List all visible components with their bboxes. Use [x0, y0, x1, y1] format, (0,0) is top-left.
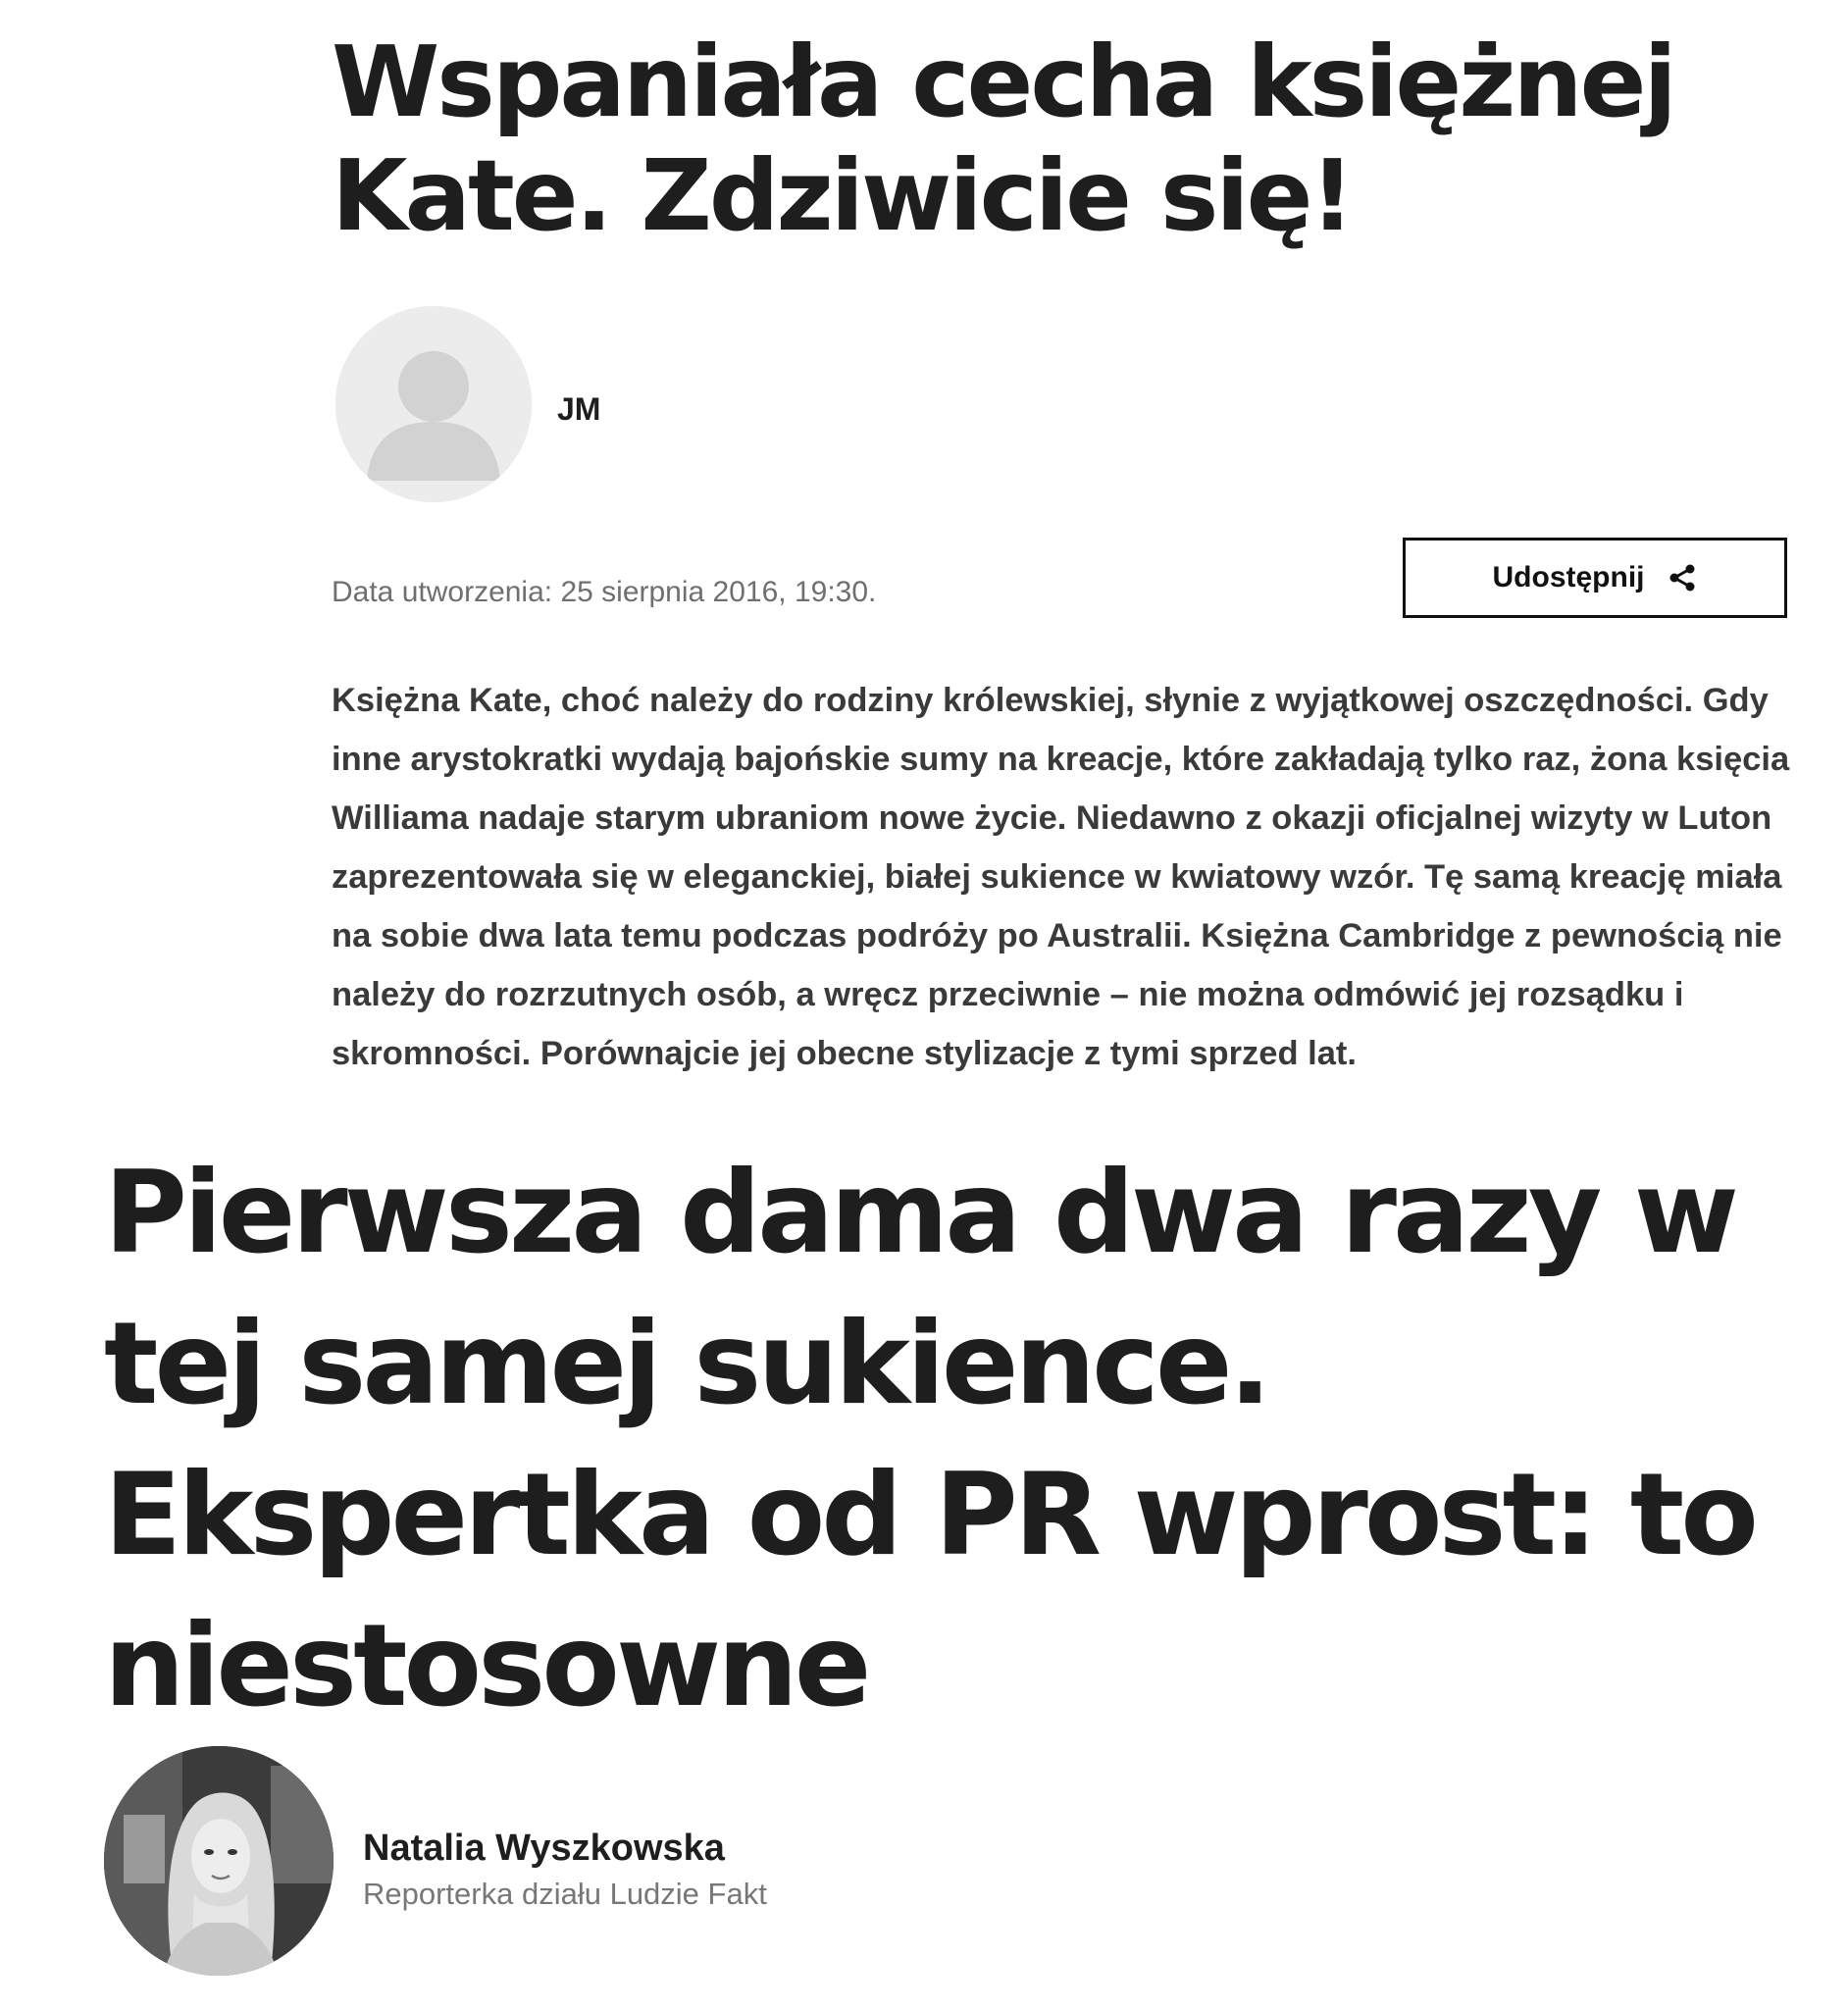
article-1-lead-paragraph: Księżna Kate, choć należy do rodziny królewskiej, słynie z wyjątkowej oszczędności. Gdy inne arystokratki wydają bajońskie sumy na kreacje, które zakładają tylko raz, żona księcia Williama nadaje starym ubraniom nowe życie. Niedawno z okazji oficjalnej wizyty w Luton zaprezentowała się w eleganckiej, białej sukience w kwiatowy wzór. Tę samą kreację miała na sobie dwa lata temu podczas podróży po Australii. Księżna Cambridge z pewnością nie należy do rozrzutnych osób, a wręcz przeciwnie – nie można odmówić jej rozsądku i skromności. Porównajcie jej obecne stylizacje z tymi sprzed lat. — [332, 682, 1790, 1072]
author-photo[interactable] — [104, 1746, 334, 1976]
publish-date: Data utworzenia: 25 sierpnia 2016, 19:30. — [332, 576, 877, 608]
article-1-title[interactable]: Wspaniała cecha księżnej Kate. Zdziwicie się! — [332, 25, 1674, 253]
author-role: Reporterka działu Ludzie Fakt — [363, 1877, 767, 1911]
author-name[interactable]: JM — [557, 391, 601, 427]
share-button-label: Udostępnij — [1492, 561, 1645, 593]
article-2-title[interactable]: Pierwsza dama dwa razy w tej samej sukience. Ekspertka od PR wprost: to niestosowne — [104, 1147, 1755, 1732]
author-photo-image — [104, 1746, 334, 1976]
author-avatar — [335, 306, 532, 502]
person-placeholder-icon — [335, 306, 532, 502]
share-button[interactable] — [1403, 538, 1787, 618]
share-icon — [1667, 562, 1698, 593]
author-name[interactable]: Natalia Wyszkowska — [363, 1828, 725, 1869]
